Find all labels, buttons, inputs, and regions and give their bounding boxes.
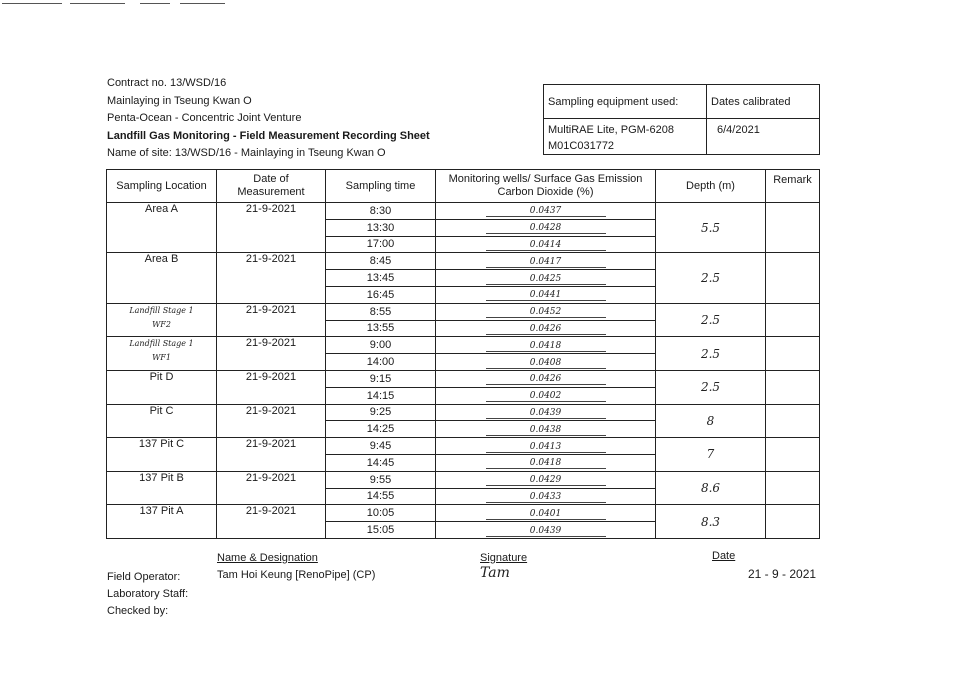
- co2-reading: 0.0425: [486, 274, 606, 285]
- location-name: Area B: [144, 253, 179, 266]
- sampling-time: 9:00: [326, 337, 436, 354]
- table-row: [107, 370, 820, 387]
- sampling-time: 14:00: [326, 354, 436, 371]
- depth-value: 8.3: [656, 505, 766, 539]
- header-monitoring-line1: Monitoring wells/ Surface Gas Emission: [448, 173, 643, 185]
- sampling-time: 13:55: [326, 320, 436, 337]
- co2-reading-cell: [436, 471, 656, 488]
- document-header: [107, 75, 430, 163]
- co2-reading-cell: [436, 488, 656, 505]
- location-name: 137 Pit C: [138, 438, 185, 451]
- table-row: [107, 471, 820, 488]
- sampling-location: [107, 253, 217, 303]
- header-remark: Remark: [766, 170, 820, 203]
- co2-reading-cell: [436, 253, 656, 270]
- sampling-time: 9:55: [326, 471, 436, 488]
- date-value: 21-9-2021: [245, 303, 297, 316]
- sampling-time: 9:25: [326, 404, 436, 421]
- co2-reading-cell: [436, 286, 656, 303]
- table-row: [107, 337, 820, 354]
- sampling-time: 14:45: [326, 454, 436, 471]
- measurement-date: [217, 337, 326, 371]
- remark-cell: [766, 303, 820, 337]
- location-name: 137 Pit B: [139, 471, 184, 484]
- co2-reading: 0.0408: [486, 358, 606, 369]
- co2-reading-cell: [436, 219, 656, 236]
- co2-reading-cell: [436, 320, 656, 337]
- date-value: 21-9-2021: [245, 505, 297, 518]
- table-row: [107, 303, 820, 320]
- date-value: 21-9-2021: [245, 471, 297, 484]
- co2-reading: 0.0429: [486, 475, 606, 486]
- co2-reading: 0.0401: [486, 509, 606, 520]
- calibration-date: 6/4/2021: [707, 119, 820, 155]
- measurement-table: [106, 169, 820, 539]
- sampling-time: 8:45: [326, 253, 436, 270]
- location-line2: WF1: [152, 353, 171, 363]
- header-location: Sampling Location: [107, 170, 217, 203]
- sampling-time: 8:30: [326, 203, 436, 220]
- co2-reading-cell: [436, 303, 656, 320]
- date-value: 21-9-2021: [245, 337, 297, 350]
- co2-reading: 0.0413: [486, 442, 606, 453]
- sampling-time: 13:30: [326, 219, 436, 236]
- sampling-time: 10:05: [326, 505, 436, 522]
- signature-heading: Signature: [480, 552, 528, 564]
- header-monitoring-line2: Carbon Dioxide (%): [497, 186, 594, 198]
- sampling-time: 15:05: [326, 522, 436, 539]
- co2-reading-cell: [436, 270, 656, 287]
- field-operator-name: Tam Hoi Keung [RenoPipe] (CP): [217, 569, 376, 581]
- sampling-location: [107, 505, 217, 539]
- co2-reading-cell: [436, 522, 656, 539]
- equipment-serial: M01C031772: [548, 140, 615, 152]
- sampling-time: 14:55: [326, 488, 436, 505]
- header-depth: Depth (m): [656, 170, 766, 203]
- measurement-date: [217, 404, 326, 438]
- remark-cell: [766, 370, 820, 404]
- location-line1: Landfill Stage 1: [129, 339, 194, 349]
- co2-reading: 0.0414: [486, 240, 606, 251]
- measurement-date: [217, 471, 326, 505]
- laboratory-staff-label: Laboratory Staff:: [107, 588, 189, 600]
- table-row: [107, 253, 820, 270]
- measurement-date: [217, 203, 326, 253]
- sampling-time: 8:55: [326, 303, 436, 320]
- location-name: Pit D: [149, 370, 174, 383]
- date-value: 21-9-2021: [245, 203, 297, 215]
- table-row: [107, 404, 820, 421]
- co2-reading-cell: [436, 421, 656, 438]
- measurement-date: [217, 370, 326, 404]
- co2-reading-cell: [436, 203, 656, 220]
- equipment-model: MultiRAE Lite, PGM-6208: [548, 124, 674, 136]
- sampling-time: 9:45: [326, 438, 436, 455]
- remark-cell: [766, 471, 820, 505]
- contractor-name: Penta-Ocean - Concentric Joint Venture: [107, 112, 302, 124]
- sampling-time: 14:15: [326, 387, 436, 404]
- date-value: 21-9-2021: [245, 253, 297, 266]
- depth-value: 2.5: [656, 253, 766, 303]
- co2-reading-cell: [436, 354, 656, 371]
- remark-cell: [766, 404, 820, 438]
- equipment-used-label: Sampling equipment used:: [544, 85, 707, 119]
- location-line1: Landfill Stage 1: [129, 305, 194, 315]
- sampling-time: 14:25: [326, 421, 436, 438]
- sampling-time: 9:15: [326, 370, 436, 387]
- co2-reading-cell: [436, 236, 656, 253]
- measurement-date: [217, 438, 326, 472]
- depth-value: 7: [656, 438, 766, 472]
- co2-reading: 0.0418: [486, 458, 606, 469]
- sampling-time: 16:45: [326, 286, 436, 303]
- header-date-line2: Measurement: [237, 186, 305, 198]
- measurement-date: [217, 505, 326, 539]
- project-name: Mainlaying in Tseung Kwan O: [107, 94, 252, 107]
- co2-reading-cell: [436, 404, 656, 421]
- co2-reading: 0.0439: [486, 526, 606, 537]
- sampling-time: 17:00: [326, 236, 436, 253]
- co2-reading: 0.0426: [486, 324, 606, 335]
- sampling-location: [107, 404, 217, 438]
- depth-value: 2.5: [656, 303, 766, 337]
- remark-cell: [766, 438, 820, 472]
- sheet-title: Landfill Gas Monitoring - Field Measurement Recording Sheet: [107, 129, 430, 142]
- equipment-table: [543, 84, 820, 155]
- co2-reading: 0.0426: [486, 374, 606, 385]
- co2-reading: 0.0417: [486, 257, 606, 268]
- location-name: Area A: [144, 203, 179, 215]
- location-name: Pit C: [149, 404, 174, 417]
- table-header-row: [107, 170, 820, 203]
- co2-reading-cell: [436, 370, 656, 387]
- table-row: [107, 438, 820, 455]
- co2-reading: 0.0428: [486, 223, 606, 234]
- checked-by-label: Checked by:: [107, 605, 169, 617]
- measurement-date: [217, 253, 326, 303]
- table-row: [107, 203, 820, 220]
- date-value: 21-9-2021: [245, 370, 297, 383]
- co2-reading: 0.0433: [486, 492, 606, 503]
- name-designation-heading: Name & Designation: [217, 552, 318, 564]
- depth-value: 8.6: [656, 471, 766, 505]
- depth-value: 2.5: [656, 337, 766, 371]
- date-value: 21-9-2021: [245, 404, 297, 417]
- co2-reading-cell: [436, 438, 656, 455]
- header-date-line1: Date of: [253, 173, 289, 185]
- location-name: 137 Pit A: [139, 505, 184, 518]
- co2-reading: 0.0452: [486, 307, 606, 318]
- header-time: Sampling time: [326, 170, 436, 203]
- co2-reading: 0.0437: [486, 206, 606, 217]
- co2-reading: 0.0441: [486, 290, 606, 301]
- signed-date: 21 - 9 - 2021: [748, 567, 817, 581]
- remark-cell: [766, 337, 820, 371]
- field-operator-label: Field Operator:: [107, 571, 181, 583]
- date-heading: Date: [712, 550, 736, 562]
- co2-reading-cell: [436, 337, 656, 354]
- remark-cell: [766, 203, 820, 253]
- co2-reading-cell: [436, 505, 656, 522]
- co2-reading: 0.0438: [486, 425, 606, 436]
- dates-calibrated-label: Dates calibrated: [707, 85, 820, 119]
- depth-value: 5.5: [656, 203, 766, 253]
- co2-reading: 0.0418: [486, 341, 606, 352]
- co2-reading-cell: [436, 387, 656, 404]
- sampling-time: 13:45: [326, 270, 436, 287]
- header-monitoring: [436, 170, 656, 203]
- operator-signature: Tam: [480, 565, 510, 581]
- remark-cell: [766, 253, 820, 303]
- sampling-location: [107, 203, 217, 253]
- site-name: Name of site: 13/WSD/16 - Mainlaying in Tseung Kwan O: [107, 147, 386, 159]
- sampling-location: [107, 303, 217, 337]
- sampling-location: [107, 337, 217, 371]
- co2-reading: 0.0402: [486, 391, 606, 402]
- date-value: 21-9-2021: [245, 438, 297, 451]
- depth-value: 2.5: [656, 370, 766, 404]
- equipment-info: [544, 119, 707, 155]
- sampling-location: [107, 438, 217, 472]
- co2-reading-cell: [436, 454, 656, 471]
- header-date: [217, 170, 326, 203]
- co2-reading: 0.0439: [486, 408, 606, 419]
- location-line2: WF2: [152, 319, 171, 329]
- remark-cell: [766, 505, 820, 539]
- sampling-location: [107, 471, 217, 505]
- scan-marks: [0, 3, 240, 5]
- measurement-date: [217, 303, 326, 337]
- table-row: [107, 505, 820, 522]
- depth-value: 8: [656, 404, 766, 438]
- contract-number: Contract no. 13/WSD/16: [107, 77, 227, 89]
- sampling-location: [107, 370, 217, 404]
